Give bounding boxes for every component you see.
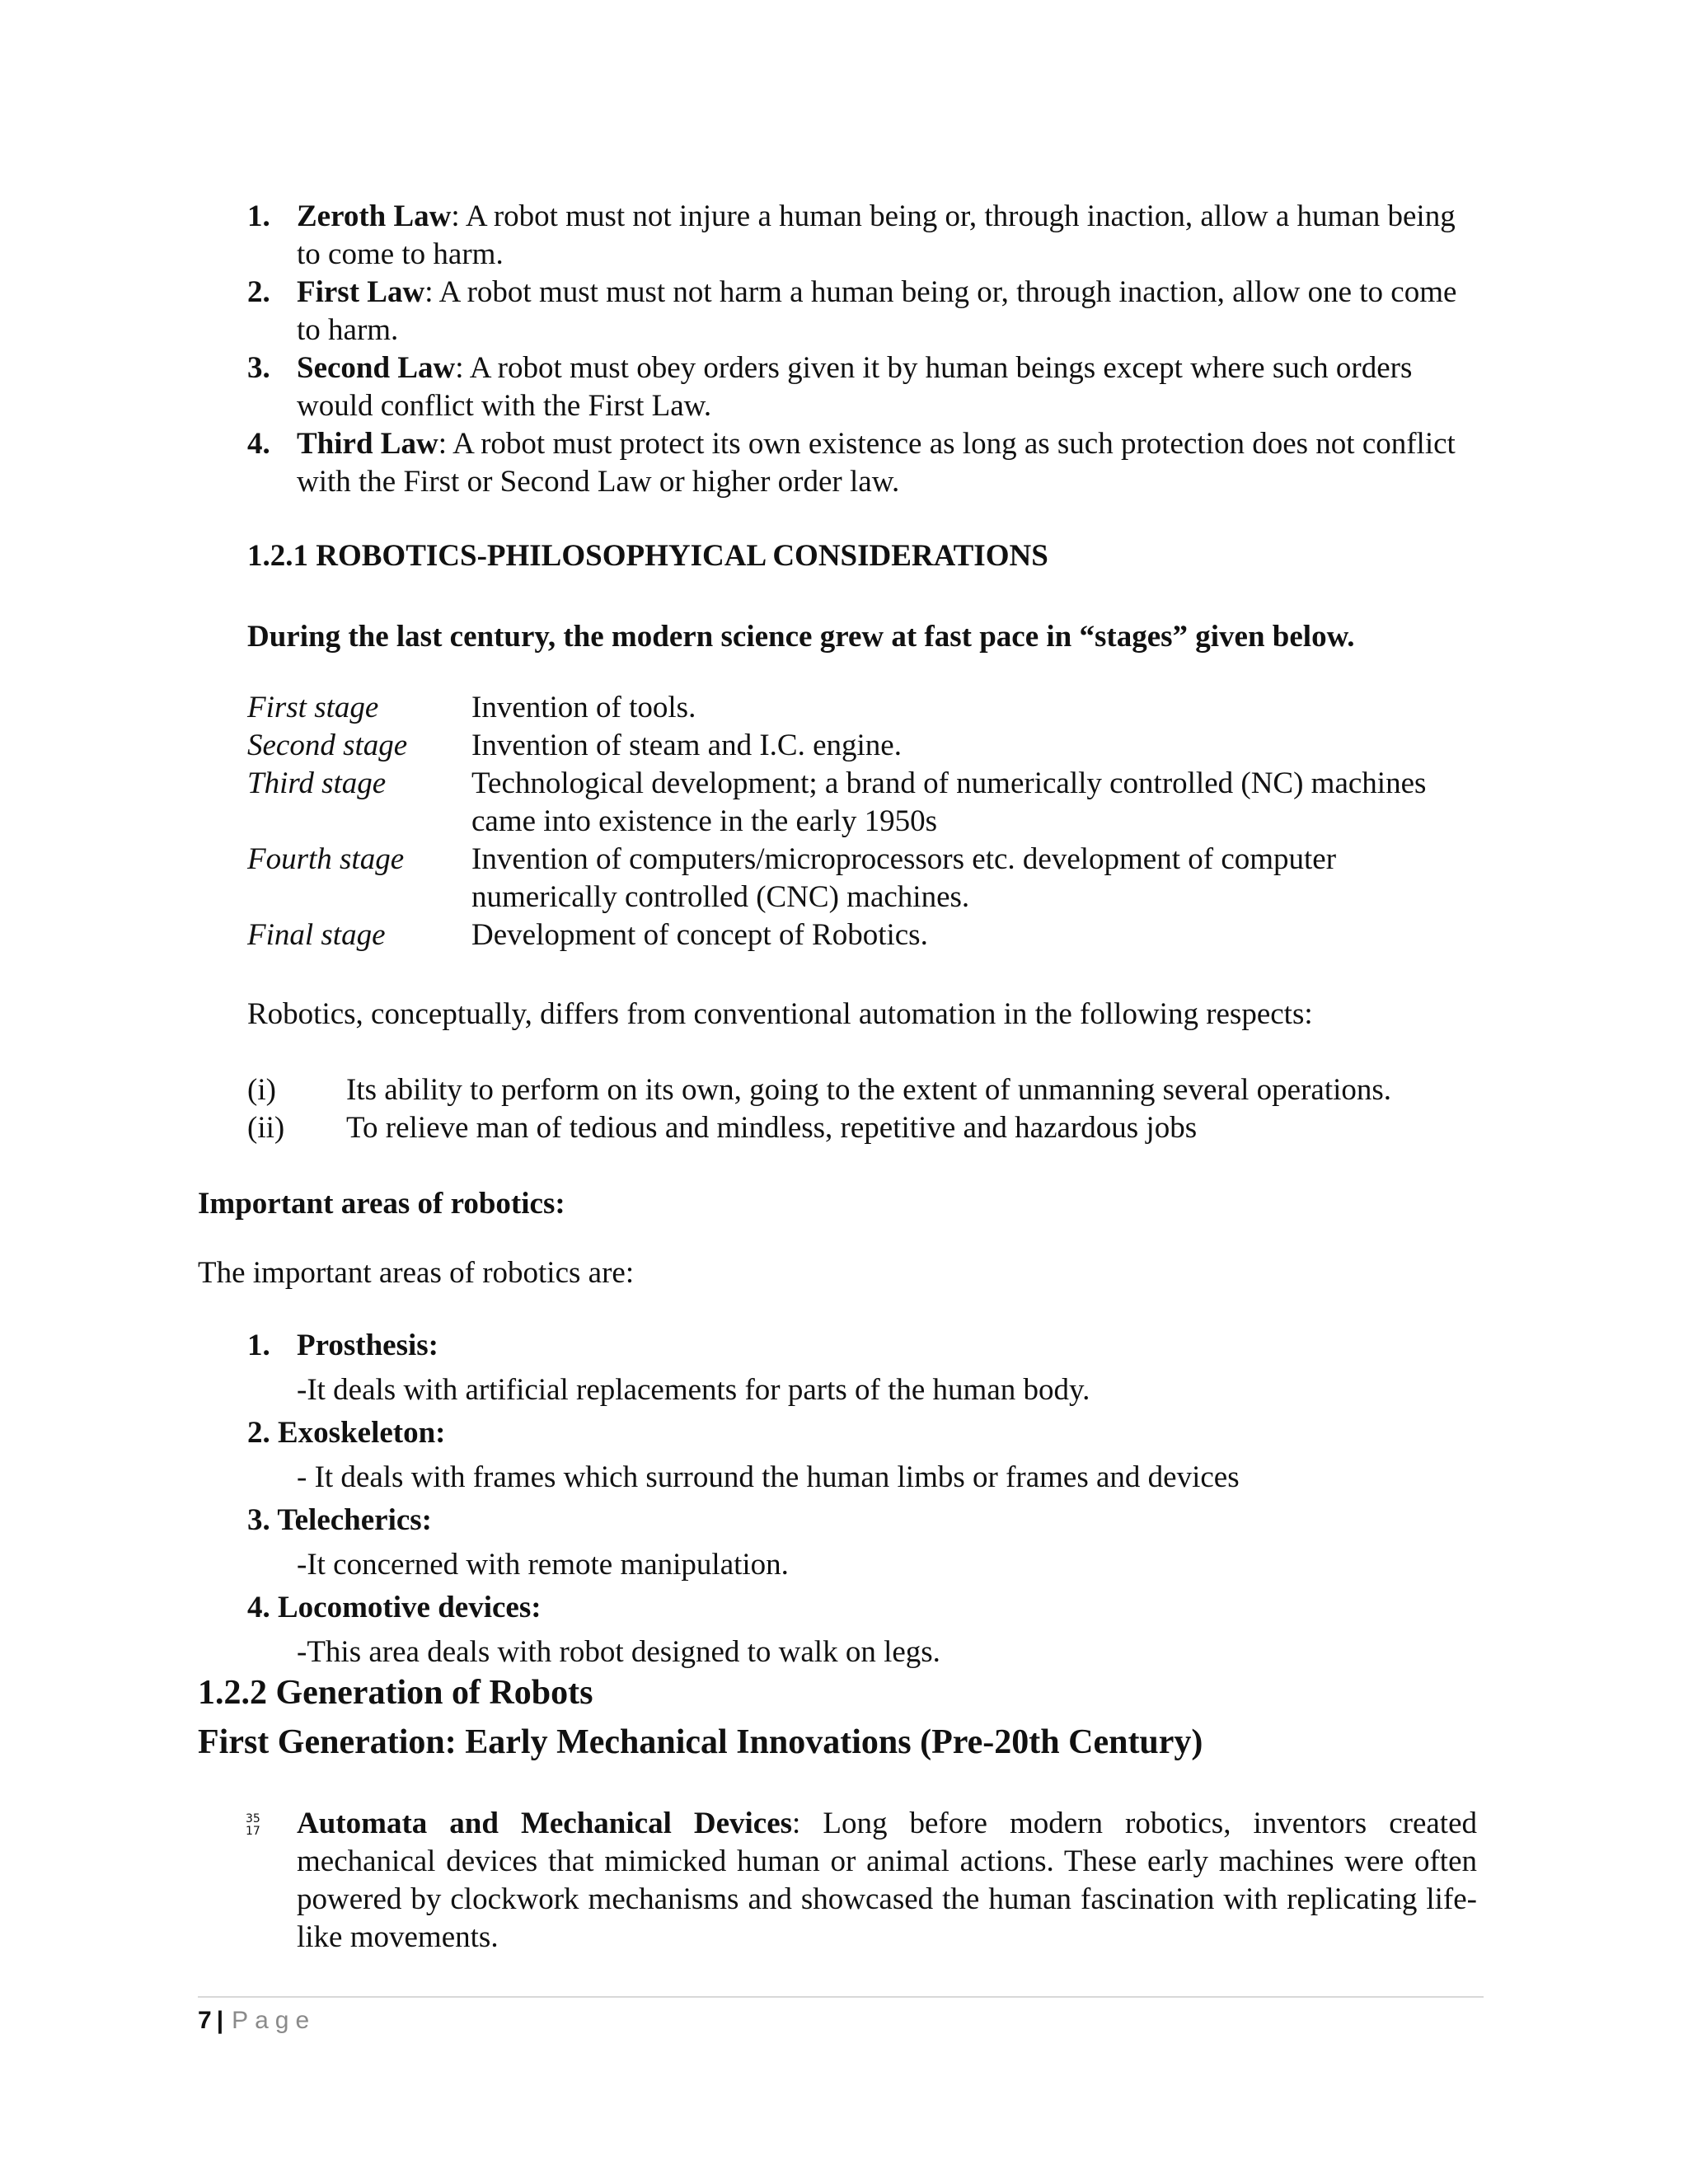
law-text [297,198,1475,274]
stage-description: Invention of tools. [471,691,696,724]
stage-row [247,727,1475,765]
area-description: -This area deals with robot designed to walk on legs. [297,1635,940,1669]
page-number: 7 [198,2007,212,2034]
stages-list [247,689,1475,954]
law-name: First Law [297,275,425,309]
stage-label: Fourth stage [247,842,405,876]
bullet-marker-bottom: 17 [246,1825,260,1838]
areas-heading: Important areas of robotics: [198,1187,565,1221]
law-name: Second Law [297,351,456,385]
respect-text: Its ability to perform on its own, going to the extent of unmanning several operations. [346,1073,1392,1107]
section-heading-generation: 1.2.2 Generation of Robots [198,1674,593,1712]
stage-row [247,765,1475,841]
stage-label: Final stage [247,918,386,952]
stage-description: Invention of steam and I.C. engine. [471,729,902,762]
law-number: 4. [247,427,270,461]
law-number: 3. [247,351,270,385]
law-name: Zeroth Law [297,199,452,233]
respect-text: To relieve man of tedious and mindless, repetitive and hazardous jobs [346,1111,1198,1145]
page-footer [198,2004,316,2037]
respect-number: (i) [247,1073,276,1107]
areas-list [247,1327,1484,1676]
area-item [247,1589,1484,1671]
stage-label: Third stage [247,766,387,800]
area-description: -It deals with artificial replacements for parts of the human body. [297,1373,1090,1407]
section-heading-philosophical: 1.2.1 ROBOTICS-PHILOSOPHYICAL CONSIDERATIONS [247,539,1048,573]
law-item [247,198,1475,274]
respect-item [247,1109,1484,1147]
law-text [297,274,1475,349]
stage-description: Invention of computers/microprocessors etc. development of computer numerically controlled (CNC) machines. [471,842,1337,914]
bullet-text [297,1805,1477,1957]
footer-divider [198,1996,1484,1998]
stage-description: Development of concept of Robotics. [471,918,928,952]
area-item [247,1414,1484,1497]
law-text [297,425,1475,501]
area-title: 2. Exoskeleton: [247,1416,446,1450]
area-title [247,1327,1484,1365]
stage-label: Second stage [247,729,408,762]
area-number: 1. [247,1329,270,1362]
footer-separator: | [216,2007,224,2034]
robotics-intro: Robotics, conceptually, differs from conventional automation in the following respects: [247,997,1313,1031]
bullet-title: Automata and Mechanical Devices [297,1807,793,1840]
areas-intro: The important areas of robotics are: [198,1256,635,1290]
bullet-marker [246,1805,297,1957]
law-description: : A robot must not injure a human being or, through inaction, allow a human being to come to harm. [297,199,1456,271]
area-title: 3. Telecherics: [247,1503,433,1537]
law-item [247,425,1475,501]
area-title-text: Prosthesis: [297,1329,438,1362]
stage-label: First stage [247,691,379,724]
law-number: 1. [247,199,270,233]
respect-number: (ii) [247,1111,285,1145]
law-description: : A robot must protect its own existence as long as such protection does not conflict with the First or Second Law or higher order law. [297,427,1456,499]
area-description: -It concerned with remote manipulation. [297,1548,789,1582]
bullet-marker-top: 35 [246,1812,260,1825]
stage-row [247,916,1475,954]
subheading-first-generation: First Generation: Early Mechanical Innovations (Pre-20th Century) [198,1723,1203,1761]
law-text [297,349,1475,425]
page-label: Page [232,2007,316,2034]
area-item [247,1502,1484,1584]
respects-list [247,1071,1484,1147]
area-title: 4. Locomotive devices: [247,1591,542,1624]
law-number: 2. [247,275,270,309]
law-description: : A robot must obey orders given it by human beings except where such orders would conflict with the First Law. [297,351,1413,423]
stage-row [247,841,1475,916]
respect-item [247,1071,1484,1109]
law-name: Third Law [297,427,438,461]
laws-list [247,198,1475,501]
law-description: : A robot must must not harm a human being or, through inaction, allow one to come to harm. [297,275,1457,347]
area-item [247,1327,1484,1409]
bullet-description: : Long before modern robotics, inventors created mechanical devices that mimicked human or animal actions. These early machines were often powered by clockwork mechanisms and showcased the human fascination with replicating life-like movements. [297,1807,1477,1954]
stage-row [247,689,1475,727]
area-description: - It deals with frames which surround the human limbs or frames and devices [297,1460,1240,1494]
law-item [247,274,1475,349]
stage-description: Technological development; a brand of numerically controlled (NC) machines came into existence in the early 1950s [471,766,1427,838]
law-item [247,349,1475,425]
bullet-item [246,1805,1477,1957]
stages-intro: During the last century, the modern science grew at fast pace in “stages” given below. [247,620,1355,654]
